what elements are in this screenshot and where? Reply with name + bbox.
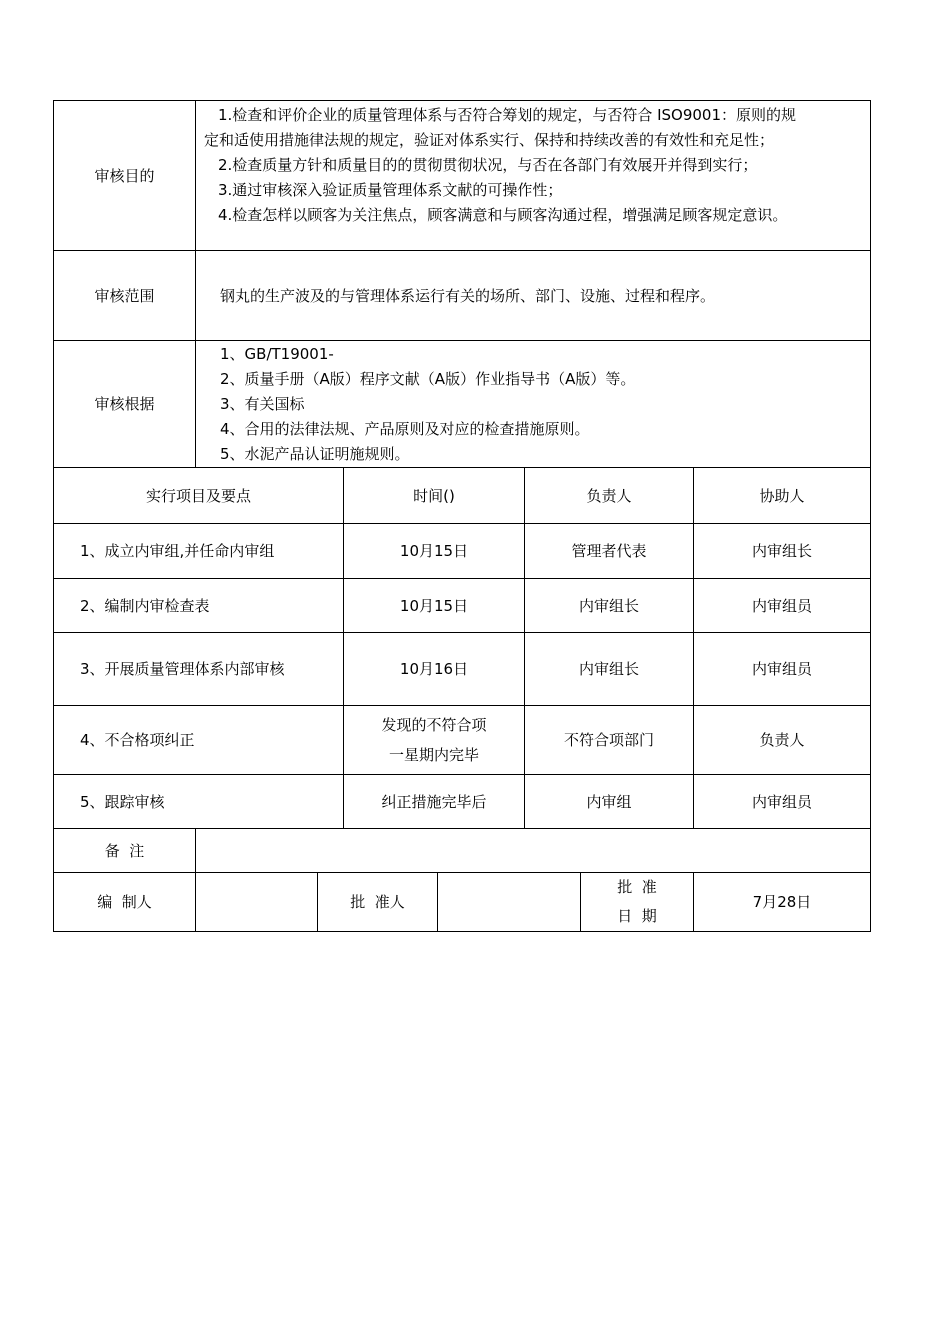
plan-item: 3、开展质量管理体系内部审核 bbox=[80, 660, 285, 678]
footer-row bbox=[53, 872, 871, 932]
plan-helper: 负责人 bbox=[693, 706, 870, 774]
approved-by-label: 批 准人 bbox=[317, 873, 437, 931]
approved-by-value bbox=[437, 873, 580, 931]
plan-item: 5、跟踪审核 bbox=[80, 792, 165, 811]
header-owner: 负责人 bbox=[524, 468, 693, 523]
basis-line-5: 5、水泥产品认证明施规则。 bbox=[220, 445, 410, 463]
basis-line-2: 2、质量手册（A版）程序文献（A版）作业指导书（A版）等。 bbox=[220, 370, 636, 388]
basis-row bbox=[53, 340, 871, 467]
objective-line-5: 4.检查怎样以顾客为关注焦点，顾客满意和与顾客沟通过程，增强满足顾客规定意识。 bbox=[218, 206, 788, 224]
plan-owner: 内审组长 bbox=[524, 633, 693, 705]
plan-owner: 管理者代表 bbox=[524, 524, 693, 578]
approval-date-label-1: 批 准 bbox=[617, 878, 657, 896]
approval-date-value: 7月28日 bbox=[693, 873, 870, 931]
basis-content bbox=[195, 341, 870, 467]
objective-line-2: 定和适使用措施律法规的规定，验证对体系实行、保持和持续改善的有效性和充足性； bbox=[204, 131, 775, 149]
objective-content bbox=[195, 101, 870, 250]
objective-line-3: 2.检查质量方针和质量目的的贯彻贯彻状况，与否在各部门有效展开并得到实行； bbox=[218, 156, 758, 174]
table-row bbox=[53, 705, 871, 774]
plan-item: 2、编制内审检查表 bbox=[80, 596, 210, 615]
scope-label: 审核范围 bbox=[94, 286, 155, 305]
basis-line-4: 4、合用的法律法规、产品原则及对应的检查措施原则。 bbox=[220, 420, 590, 438]
plan-helper: 内审组员 bbox=[693, 579, 870, 632]
plan-time bbox=[343, 706, 524, 774]
header-time: 时间() bbox=[343, 468, 524, 523]
basis-label: 审核根据 bbox=[94, 395, 155, 413]
prepared-by-label: 编 制人 bbox=[97, 893, 152, 911]
objective-label: 审核目的 bbox=[94, 166, 155, 185]
prepared-by-value bbox=[195, 873, 317, 931]
plan-time: 10月15日 bbox=[343, 524, 524, 578]
remarks-row bbox=[53, 828, 871, 872]
plan-time: 纠正措施完毕后 bbox=[343, 775, 524, 828]
plan-time-line-2: 一星期内完毕 bbox=[388, 746, 479, 764]
plan-time-line-1: 发现的不符合项 bbox=[381, 716, 487, 734]
plan-helper: 内审组长 bbox=[693, 524, 870, 578]
header-helper: 协助人 bbox=[693, 468, 870, 523]
scope-row bbox=[53, 250, 871, 340]
basis-line-3: 3、有关国标 bbox=[220, 395, 305, 413]
plan-owner: 内审组 bbox=[524, 775, 693, 828]
audit-plan-table bbox=[53, 100, 871, 932]
objective-line-4: 3.通过审核深入验证质量管理体系文献的可操作性； bbox=[218, 181, 563, 199]
table-row bbox=[53, 632, 871, 705]
plan-time: 10月16日 bbox=[343, 633, 524, 705]
objective-row bbox=[53, 100, 871, 250]
basis-line-1: 1、GB/T19001- bbox=[220, 345, 334, 363]
objective-line-1: 1.检查和评价企业的质量管理体系与否符合筹划的规定，与否符合 ISO9001：原则的规 bbox=[218, 106, 797, 124]
scope-content: 钢丸的生产波及的与管理体系运行有关的场所、部门、设施、过程和程序。 bbox=[195, 251, 870, 340]
plan-time: 10月15日 bbox=[343, 579, 524, 632]
remarks-value bbox=[195, 829, 870, 872]
plan-owner: 内审组长 bbox=[524, 579, 693, 632]
plan-item: 1、成立内审组,并任命内审组 bbox=[80, 542, 275, 560]
header-item: 实行项目及要点 bbox=[145, 486, 251, 505]
plan-owner: 不符合项部门 bbox=[524, 706, 693, 774]
approval-date-label-2: 日 期 bbox=[617, 907, 657, 925]
plan-helper: 内审组员 bbox=[693, 775, 870, 828]
plan-header-row bbox=[53, 467, 871, 523]
table-row bbox=[53, 578, 871, 632]
plan-helper: 内审组员 bbox=[693, 633, 870, 705]
remarks-label: 备 注 bbox=[104, 841, 145, 860]
approval-date-label bbox=[580, 873, 693, 931]
table-row bbox=[53, 774, 871, 828]
plan-item: 4、不合格项纠正 bbox=[80, 731, 195, 749]
table-row bbox=[53, 523, 871, 578]
